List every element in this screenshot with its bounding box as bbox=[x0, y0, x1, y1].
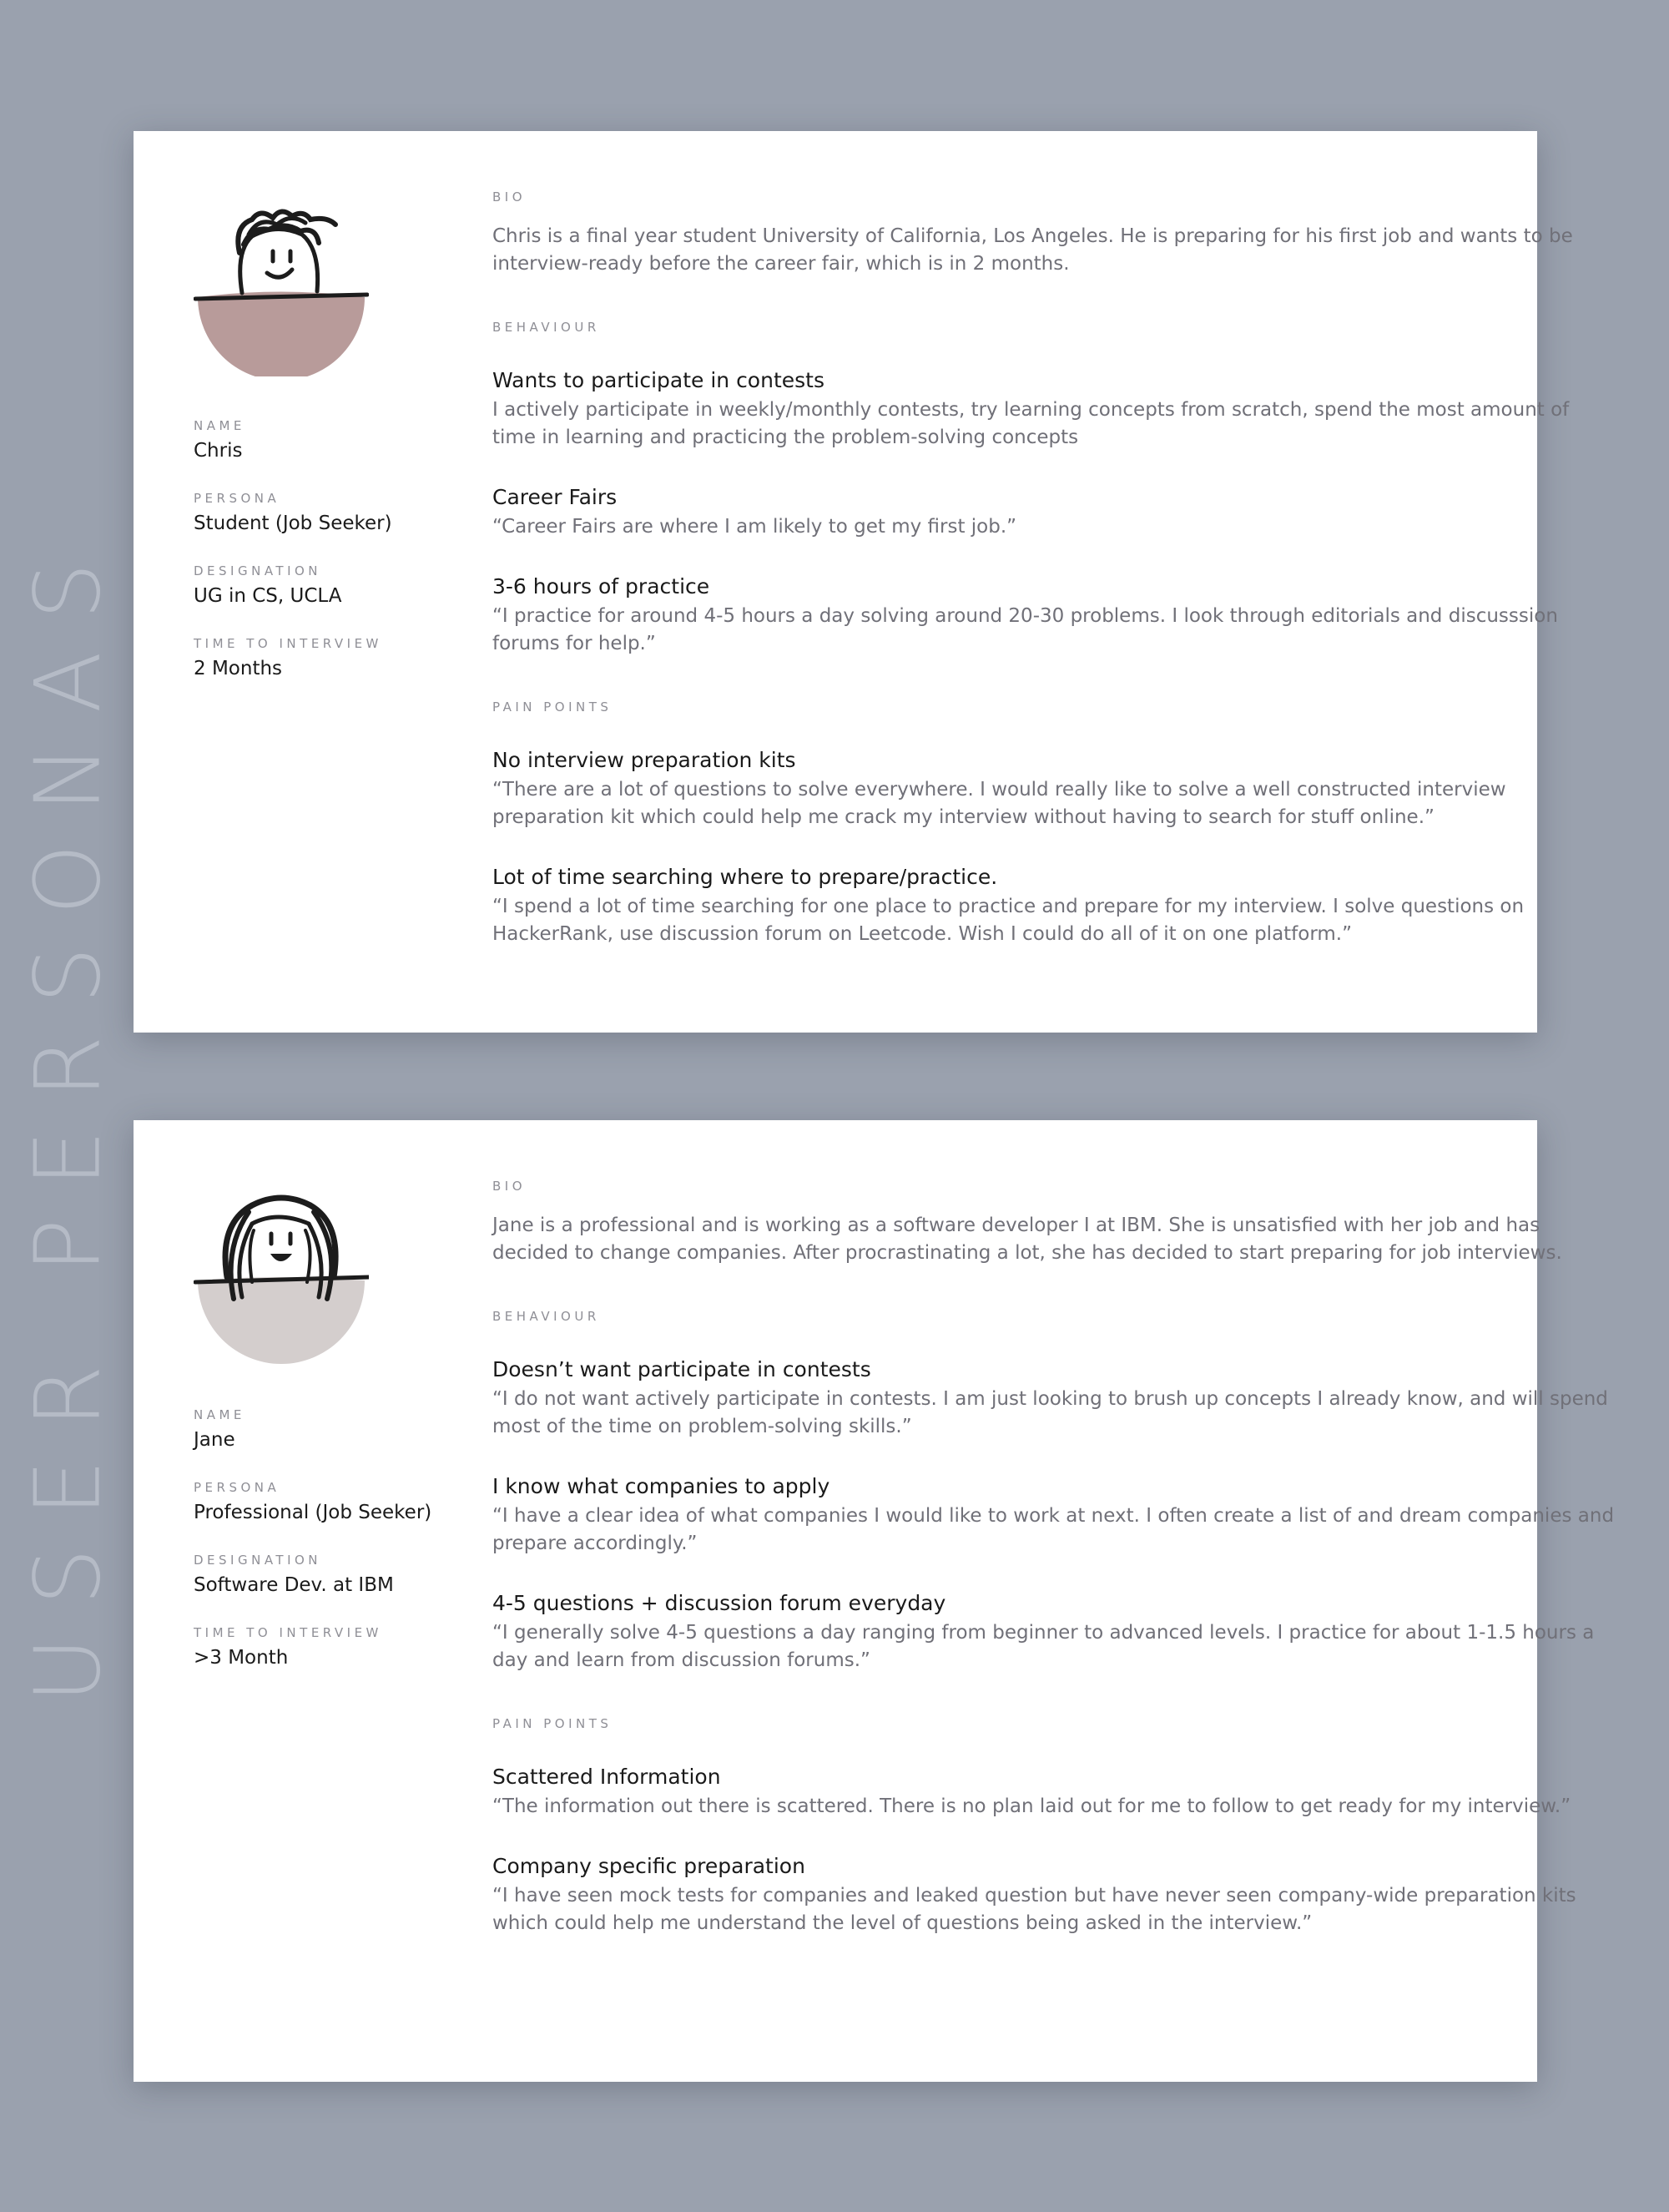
behaviour-section bbox=[492, 1309, 1615, 1674]
behaviour-desc: “I practice for around 4-5 hours a day solving around 20-30 problems. I look through editorials and discusssion forums for help.” bbox=[492, 605, 1558, 654]
behaviour-label: BEHAVIOUR bbox=[492, 320, 600, 335]
behaviour-desc: “Career Fairs are where I am likely to get my first job.” bbox=[492, 516, 1017, 538]
persona-card-chris bbox=[134, 131, 1573, 1033]
designation-value: UG in CS, UCLA bbox=[194, 585, 342, 607]
persona-label: PERSONA bbox=[194, 491, 280, 506]
behaviour-label: BEHAVIOUR bbox=[492, 1309, 600, 1324]
bio-label: BIO bbox=[492, 189, 527, 205]
pain-point-title: No interview preparation kits bbox=[492, 748, 796, 772]
pain-point-title: Company specific preparation bbox=[492, 1854, 805, 1878]
behaviour-desc: “I do not want actively participate in contests. I am just looking to brush up concepts I already know, and will spend most of the time on problem-solving skills.” bbox=[492, 1388, 1608, 1437]
pain-point-title: Scattered Information bbox=[492, 1765, 721, 1789]
profile-info bbox=[194, 418, 469, 679]
persona-label: PERSONA bbox=[194, 1480, 280, 1495]
bio-label: BIO bbox=[492, 1179, 527, 1194]
pain-points-section bbox=[492, 699, 1615, 948]
bio-text: Jane is a professional and is working as a software developer I at IBM. She is unsatisfied with her job and has decided to change companies. After procrastinating a lot, she has decided to start preparing for job interviews. bbox=[492, 1215, 1562, 1264]
pain-point-item bbox=[492, 1763, 1615, 1821]
behaviour-desc: I actively participate in weekly/monthly contests, try learning concepts from scratch, spend the most amount of time in learning and practicing the problem-solving concepts bbox=[492, 399, 1570, 448]
name-label: NAME bbox=[194, 1407, 245, 1422]
pain-point-item bbox=[492, 863, 1615, 948]
behaviour-item bbox=[492, 1356, 1615, 1441]
profile-info bbox=[194, 1407, 469, 1669]
behaviour-desc: “I have a clear idea of what companies I would like to work at next. I often create a list of and dream companies and prepare accordingly.” bbox=[492, 1505, 1615, 1554]
pain-point-title: Lot of time searching where to prepare/practice. bbox=[492, 865, 998, 889]
designation-value: Software Dev. at IBM bbox=[194, 1574, 394, 1596]
persona-card-jane bbox=[134, 1120, 1615, 2082]
behaviour-title: Wants to participate in contests bbox=[492, 368, 824, 392]
behaviour-desc: “I generally solve 4-5 questions a day ranging from beginner to advanced levels. I practice for about 1-1.5 hours a day and learn from discussion forums.” bbox=[492, 1622, 1595, 1671]
pain-point-desc: “I have seen mock tests for companies and leaked question but have never seen company-wide preparation kits which could help me understand the level of questions being asked in the interview.” bbox=[492, 1885, 1576, 1934]
pain-point-desc: “I spend a lot of time searching for one place to practice and prepare for my interview. I solve questions on HackerRank, use discussion forum on Leetcode. Wish I could do all of it on one platform.” bbox=[492, 896, 1525, 945]
pain-points-label: PAIN POINTS bbox=[492, 699, 613, 715]
pain-point-desc: “There are a lot of questions to solve everywhere. I would really like to solve a well constructed interview preparation kit which could help me crack my interview without having to search for stuff online.” bbox=[492, 779, 1506, 828]
pain-points-label: PAIN POINTS bbox=[492, 1716, 613, 1731]
designation-label: DESIGNATION bbox=[194, 1553, 322, 1568]
time-to-interview-value: >3 Month bbox=[194, 1647, 289, 1669]
avatar-body bbox=[198, 292, 365, 377]
avatar-girl-icon bbox=[194, 1190, 369, 1366]
bio-text: Chris is a final year student University of California, Los Angeles. He is preparing for his first job and wants to be interview-ready before the career fair, which is in 2 months. bbox=[492, 225, 1573, 275]
behaviour-title: 3-6 hours of practice bbox=[492, 574, 710, 598]
bio-section bbox=[492, 189, 1615, 278]
behaviour-title: Career Fairs bbox=[492, 485, 618, 509]
persona-value: Professional (Job Seeker) bbox=[194, 1502, 432, 1523]
time-to-interview-label: TIME TO INTERVIEW bbox=[194, 1625, 382, 1640]
designation-label: DESIGNATION bbox=[194, 563, 322, 578]
pain-points-section bbox=[492, 1716, 1615, 1937]
user-personas-watermark: USER PERSONAS bbox=[16, 530, 121, 1704]
persona-profile bbox=[194, 1190, 469, 1698]
pain-point-item bbox=[492, 1852, 1615, 1937]
pain-point-item bbox=[492, 746, 1615, 831]
behaviour-title: Doesn’t want participate in contests bbox=[492, 1357, 871, 1381]
persona-details bbox=[492, 189, 1615, 948]
avatar-body bbox=[198, 1277, 365, 1364]
name-label: NAME bbox=[194, 418, 245, 433]
behaviour-item bbox=[492, 1472, 1615, 1558]
bio-section bbox=[492, 1179, 1615, 1267]
avatar-boy-icon bbox=[194, 201, 369, 376]
behaviour-section bbox=[492, 320, 1615, 658]
time-to-interview-value: 2 Months bbox=[194, 658, 283, 679]
behaviour-title: 4-5 questions + discussion forum everyday bbox=[492, 1591, 946, 1615]
behaviour-item bbox=[492, 483, 1615, 541]
persona-details bbox=[492, 1179, 1615, 1937]
behaviour-item bbox=[492, 366, 1615, 452]
name-value: Jane bbox=[194, 1429, 235, 1451]
behaviour-item bbox=[492, 573, 1615, 658]
behaviour-title: I know what companies to apply bbox=[492, 1474, 830, 1498]
persona-value: Student (Job Seeker) bbox=[194, 513, 392, 534]
name-value: Chris bbox=[194, 440, 243, 462]
pain-point-desc: “The information out there is scattered. There is no plan laid out for me to follow to get ready for my interview.” bbox=[492, 1795, 1571, 1817]
time-to-interview-label: TIME TO INTERVIEW bbox=[194, 636, 382, 651]
persona-profile bbox=[194, 201, 469, 709]
behaviour-item bbox=[492, 1589, 1615, 1674]
